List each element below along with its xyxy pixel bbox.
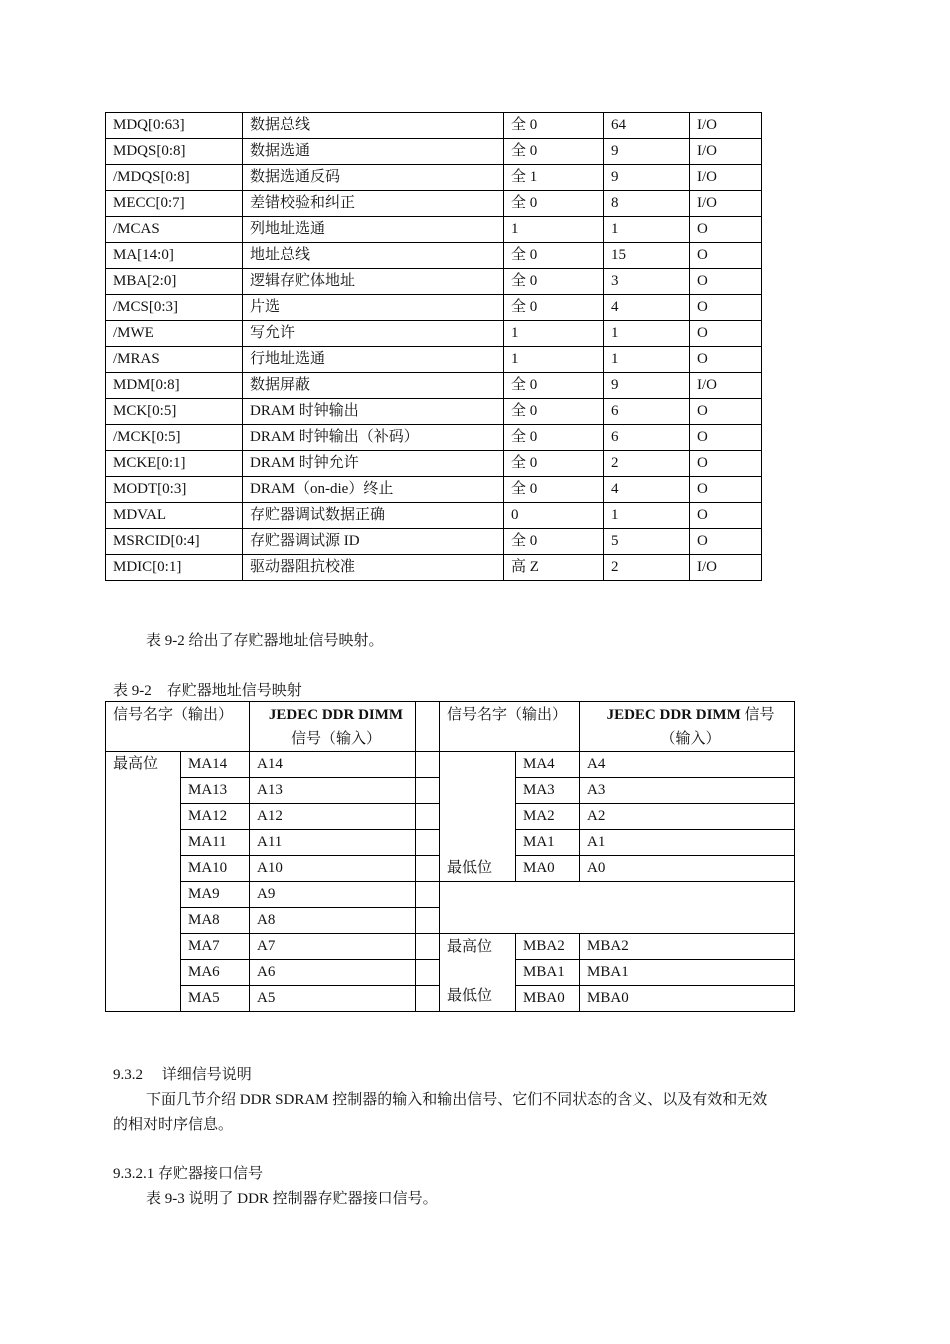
table-cell: MA9: [181, 882, 250, 908]
table-cell: 1: [504, 321, 604, 347]
address-mapping-table: [105, 701, 795, 1012]
table-cell: DRAM 时钟允许: [243, 451, 504, 477]
table-row: [106, 139, 762, 165]
table-cell: O: [690, 451, 762, 477]
table-cell: MDIC[0:1]: [106, 555, 243, 581]
spacer-cell: [416, 986, 440, 1012]
header-left-name: 信号名字（输出）: [106, 702, 250, 752]
table-cell: MDM[0:8]: [106, 373, 243, 399]
table-cell: 全 0: [504, 243, 604, 269]
lsb-label-ma: 最低位: [440, 752, 516, 882]
table-cell: 数据总线: [243, 113, 504, 139]
signal-summary-table: [105, 112, 762, 581]
table-cell: 9: [604, 165, 690, 191]
table-cell: 64: [604, 113, 690, 139]
table-cell: 片选: [243, 295, 504, 321]
table-cell: 15: [604, 243, 690, 269]
table-row: [106, 373, 762, 399]
table-cell: A5: [250, 986, 416, 1012]
table-cell: I/O: [690, 139, 762, 165]
table-cell: A1: [580, 830, 795, 856]
table-cell: O: [690, 269, 762, 295]
table-cell: MBA1: [580, 960, 795, 986]
table-row: [106, 295, 762, 321]
table-9-2-caption: 表 9-2 存贮器地址信号映射: [113, 683, 302, 699]
table-cell: MA1: [516, 830, 580, 856]
spacer-cell: [416, 960, 440, 986]
table-cell: O: [690, 399, 762, 425]
table-cell: A11: [250, 830, 416, 856]
table-cell: A7: [250, 934, 416, 960]
table-cell: DRAM 时钟输出: [243, 399, 504, 425]
table-cell: MSRCID[0:4]: [106, 529, 243, 555]
table-cell: 6: [604, 425, 690, 451]
table-cell: MDQS[0:8]: [106, 139, 243, 165]
intro-text: 表 9-2 给出了存贮器地址信号映射。: [146, 633, 384, 649]
table-cell: 1: [504, 347, 604, 373]
table-cell: 1: [604, 347, 690, 373]
table-cell: MBA0: [580, 986, 795, 1012]
spacer-cell: [416, 908, 440, 934]
table-cell: /MCS[0:3]: [106, 295, 243, 321]
table-cell: MBA1: [516, 960, 580, 986]
table-cell: MECC[0:7]: [106, 191, 243, 217]
table-cell: I/O: [690, 373, 762, 399]
table-cell: A0: [580, 856, 795, 882]
table-cell: 全 0: [504, 373, 604, 399]
msb-label-mba: 最高位: [447, 938, 493, 955]
header-right-name: 信号名字（输出）: [440, 702, 580, 752]
table-cell: 全 0: [504, 477, 604, 503]
table-cell: 2: [604, 555, 690, 581]
section-9-3-2-para-line1: 下面几节介绍 DDR SDRAM 控制器的输入和输出信号、它们不同状态的含义、以及有效和无效: [146, 1092, 768, 1108]
table-cell: A3: [580, 778, 795, 804]
msb-label-left: 最高位: [106, 752, 181, 1012]
table-cell: 差错校验和纠正: [243, 191, 504, 217]
table-cell: /MRAS: [106, 347, 243, 373]
table-cell: 地址总线: [243, 243, 504, 269]
table-cell: 数据选通反码: [243, 165, 504, 191]
table-cell: O: [690, 503, 762, 529]
table-cell: /MCK[0:5]: [106, 425, 243, 451]
table-row: [106, 113, 762, 139]
table-cell: I/O: [690, 113, 762, 139]
table-row: [106, 934, 795, 960]
table-cell: MCKE[0:1]: [106, 451, 243, 477]
table-cell: MBA2: [580, 934, 795, 960]
table-row: [106, 425, 762, 451]
table-cell: 全 1: [504, 165, 604, 191]
table-cell: O: [690, 217, 762, 243]
table-cell: 全 0: [504, 269, 604, 295]
table-cell: 5: [604, 529, 690, 555]
header-spacer: [416, 702, 440, 752]
table-cell: MA8: [181, 908, 250, 934]
table-cell: 9: [604, 373, 690, 399]
table-cell: MBA[2:0]: [106, 269, 243, 295]
lsb-label-mba: 最低位: [447, 987, 493, 1004]
table-cell: 全 0: [504, 113, 604, 139]
table-cell: A2: [580, 804, 795, 830]
table-cell: MA6: [181, 960, 250, 986]
table-cell: 驱动器阻抗校准: [243, 555, 504, 581]
table-cell: I/O: [690, 191, 762, 217]
table-cell: O: [690, 321, 762, 347]
table-row: [106, 165, 762, 191]
table-cell: MA13: [181, 778, 250, 804]
table-cell: MA11: [181, 830, 250, 856]
table-cell: A9: [250, 882, 416, 908]
table-cell: MA12: [181, 804, 250, 830]
table-cell: MA7: [181, 934, 250, 960]
table-cell: 全 0: [504, 451, 604, 477]
table-cell: 6: [604, 399, 690, 425]
table-row: [106, 191, 762, 217]
table-row: [106, 399, 762, 425]
header-left-jedec: JEDEC DDR DIMM 信号（输入）: [250, 702, 416, 752]
table-cell: MA0: [516, 856, 580, 882]
table-cell: DRAM（on-die）终止: [243, 477, 504, 503]
table-row: [106, 451, 762, 477]
table-cell: 1: [604, 321, 690, 347]
section-9-3-2-1-heading: 9.3.2.1 存贮器接口信号: [113, 1166, 264, 1182]
table-cell: MA3: [516, 778, 580, 804]
table-cell: O: [690, 477, 762, 503]
table-cell: A8: [250, 908, 416, 934]
table-cell: 行地址选通: [243, 347, 504, 373]
table-cell: 0: [504, 503, 604, 529]
table-cell: 8: [604, 191, 690, 217]
table-cell: 全 0: [504, 425, 604, 451]
table-cell: O: [690, 295, 762, 321]
table-row: [106, 347, 762, 373]
spacer-cell: [416, 778, 440, 804]
table-cell: DRAM 时钟输出（补码）: [243, 425, 504, 451]
table-cell: /MWE: [106, 321, 243, 347]
table-cell: 存贮器调试数据正确: [243, 503, 504, 529]
table-row: [106, 477, 762, 503]
table-cell: 逻辑存贮体地址: [243, 269, 504, 295]
table-cell: A4: [580, 752, 795, 778]
section-9-3-2-heading: 9.3.2 详细信号说明: [113, 1067, 252, 1083]
table-cell: MA4: [516, 752, 580, 778]
table-row: [106, 321, 762, 347]
table-cell: O: [690, 425, 762, 451]
spacer-cell: [416, 830, 440, 856]
table-cell: 1: [604, 503, 690, 529]
table-cell: A13: [250, 778, 416, 804]
table-row: [106, 752, 795, 778]
table-cell: MA10: [181, 856, 250, 882]
spacer-cell: [416, 804, 440, 830]
table-cell: MA5: [181, 986, 250, 1012]
table-row: [106, 529, 762, 555]
table-cell: 9: [604, 139, 690, 165]
table-cell: 全 0: [504, 139, 604, 165]
header-right-jedec: JEDEC DDR DIMM 信号 （输入）: [580, 702, 795, 752]
table-cell: 2: [604, 451, 690, 477]
table-cell: 数据屏蔽: [243, 373, 504, 399]
table-row: [106, 269, 762, 295]
table-cell: 写允许: [243, 321, 504, 347]
table-cell: MA[14:0]: [106, 243, 243, 269]
spacer-cell: [416, 856, 440, 882]
table-cell: MA2: [516, 804, 580, 830]
table-cell: 高 Z: [504, 555, 604, 581]
table-cell: MDVAL: [106, 503, 243, 529]
table-cell: MBA2: [516, 934, 580, 960]
table-row: [106, 217, 762, 243]
section-9-3-2-para-line2: 的相对时序信息。: [113, 1117, 234, 1133]
table-row: [106, 243, 762, 269]
table-cell: 数据选通: [243, 139, 504, 165]
spacer-cell: [416, 752, 440, 778]
table-cell: O: [690, 243, 762, 269]
table-cell: 4: [604, 295, 690, 321]
table-cell: 列地址选通: [243, 217, 504, 243]
table-cell: 1: [504, 217, 604, 243]
table-cell: 全 0: [504, 191, 604, 217]
table-cell: 3: [604, 269, 690, 295]
spacer-cell: [416, 934, 440, 960]
table-cell: O: [690, 529, 762, 555]
table-cell: I/O: [690, 555, 762, 581]
table-cell: A10: [250, 856, 416, 882]
table-cell: MDQ[0:63]: [106, 113, 243, 139]
table-cell: MBA0: [516, 986, 580, 1012]
empty-merged-cell: [440, 882, 795, 934]
table-cell: A12: [250, 804, 416, 830]
table-cell: MA14: [181, 752, 250, 778]
table-cell: 4: [604, 477, 690, 503]
table-cell: A14: [250, 752, 416, 778]
table-cell: /MCAS: [106, 217, 243, 243]
table-cell: O: [690, 347, 762, 373]
table-row: [106, 555, 762, 581]
mba-msb-lsb-cell: [440, 934, 516, 1012]
table-cell: /MDQS[0:8]: [106, 165, 243, 191]
table-cell: I/O: [690, 165, 762, 191]
table-header-row: [106, 702, 795, 752]
table-cell: 全 0: [504, 399, 604, 425]
section-9-3-2-1-text: 表 9-3 说明了 DDR 控制器存贮器接口信号。: [146, 1191, 438, 1207]
table-cell: 存贮器调试源 ID: [243, 529, 504, 555]
table-cell: MCK[0:5]: [106, 399, 243, 425]
table-cell: A6: [250, 960, 416, 986]
table-cell: MODT[0:3]: [106, 477, 243, 503]
table-row: [106, 503, 762, 529]
table-row: [106, 882, 795, 908]
spacer-cell: [416, 882, 440, 908]
table-cell: 1: [604, 217, 690, 243]
table-cell: 全 0: [504, 529, 604, 555]
table-cell: 全 0: [504, 295, 604, 321]
